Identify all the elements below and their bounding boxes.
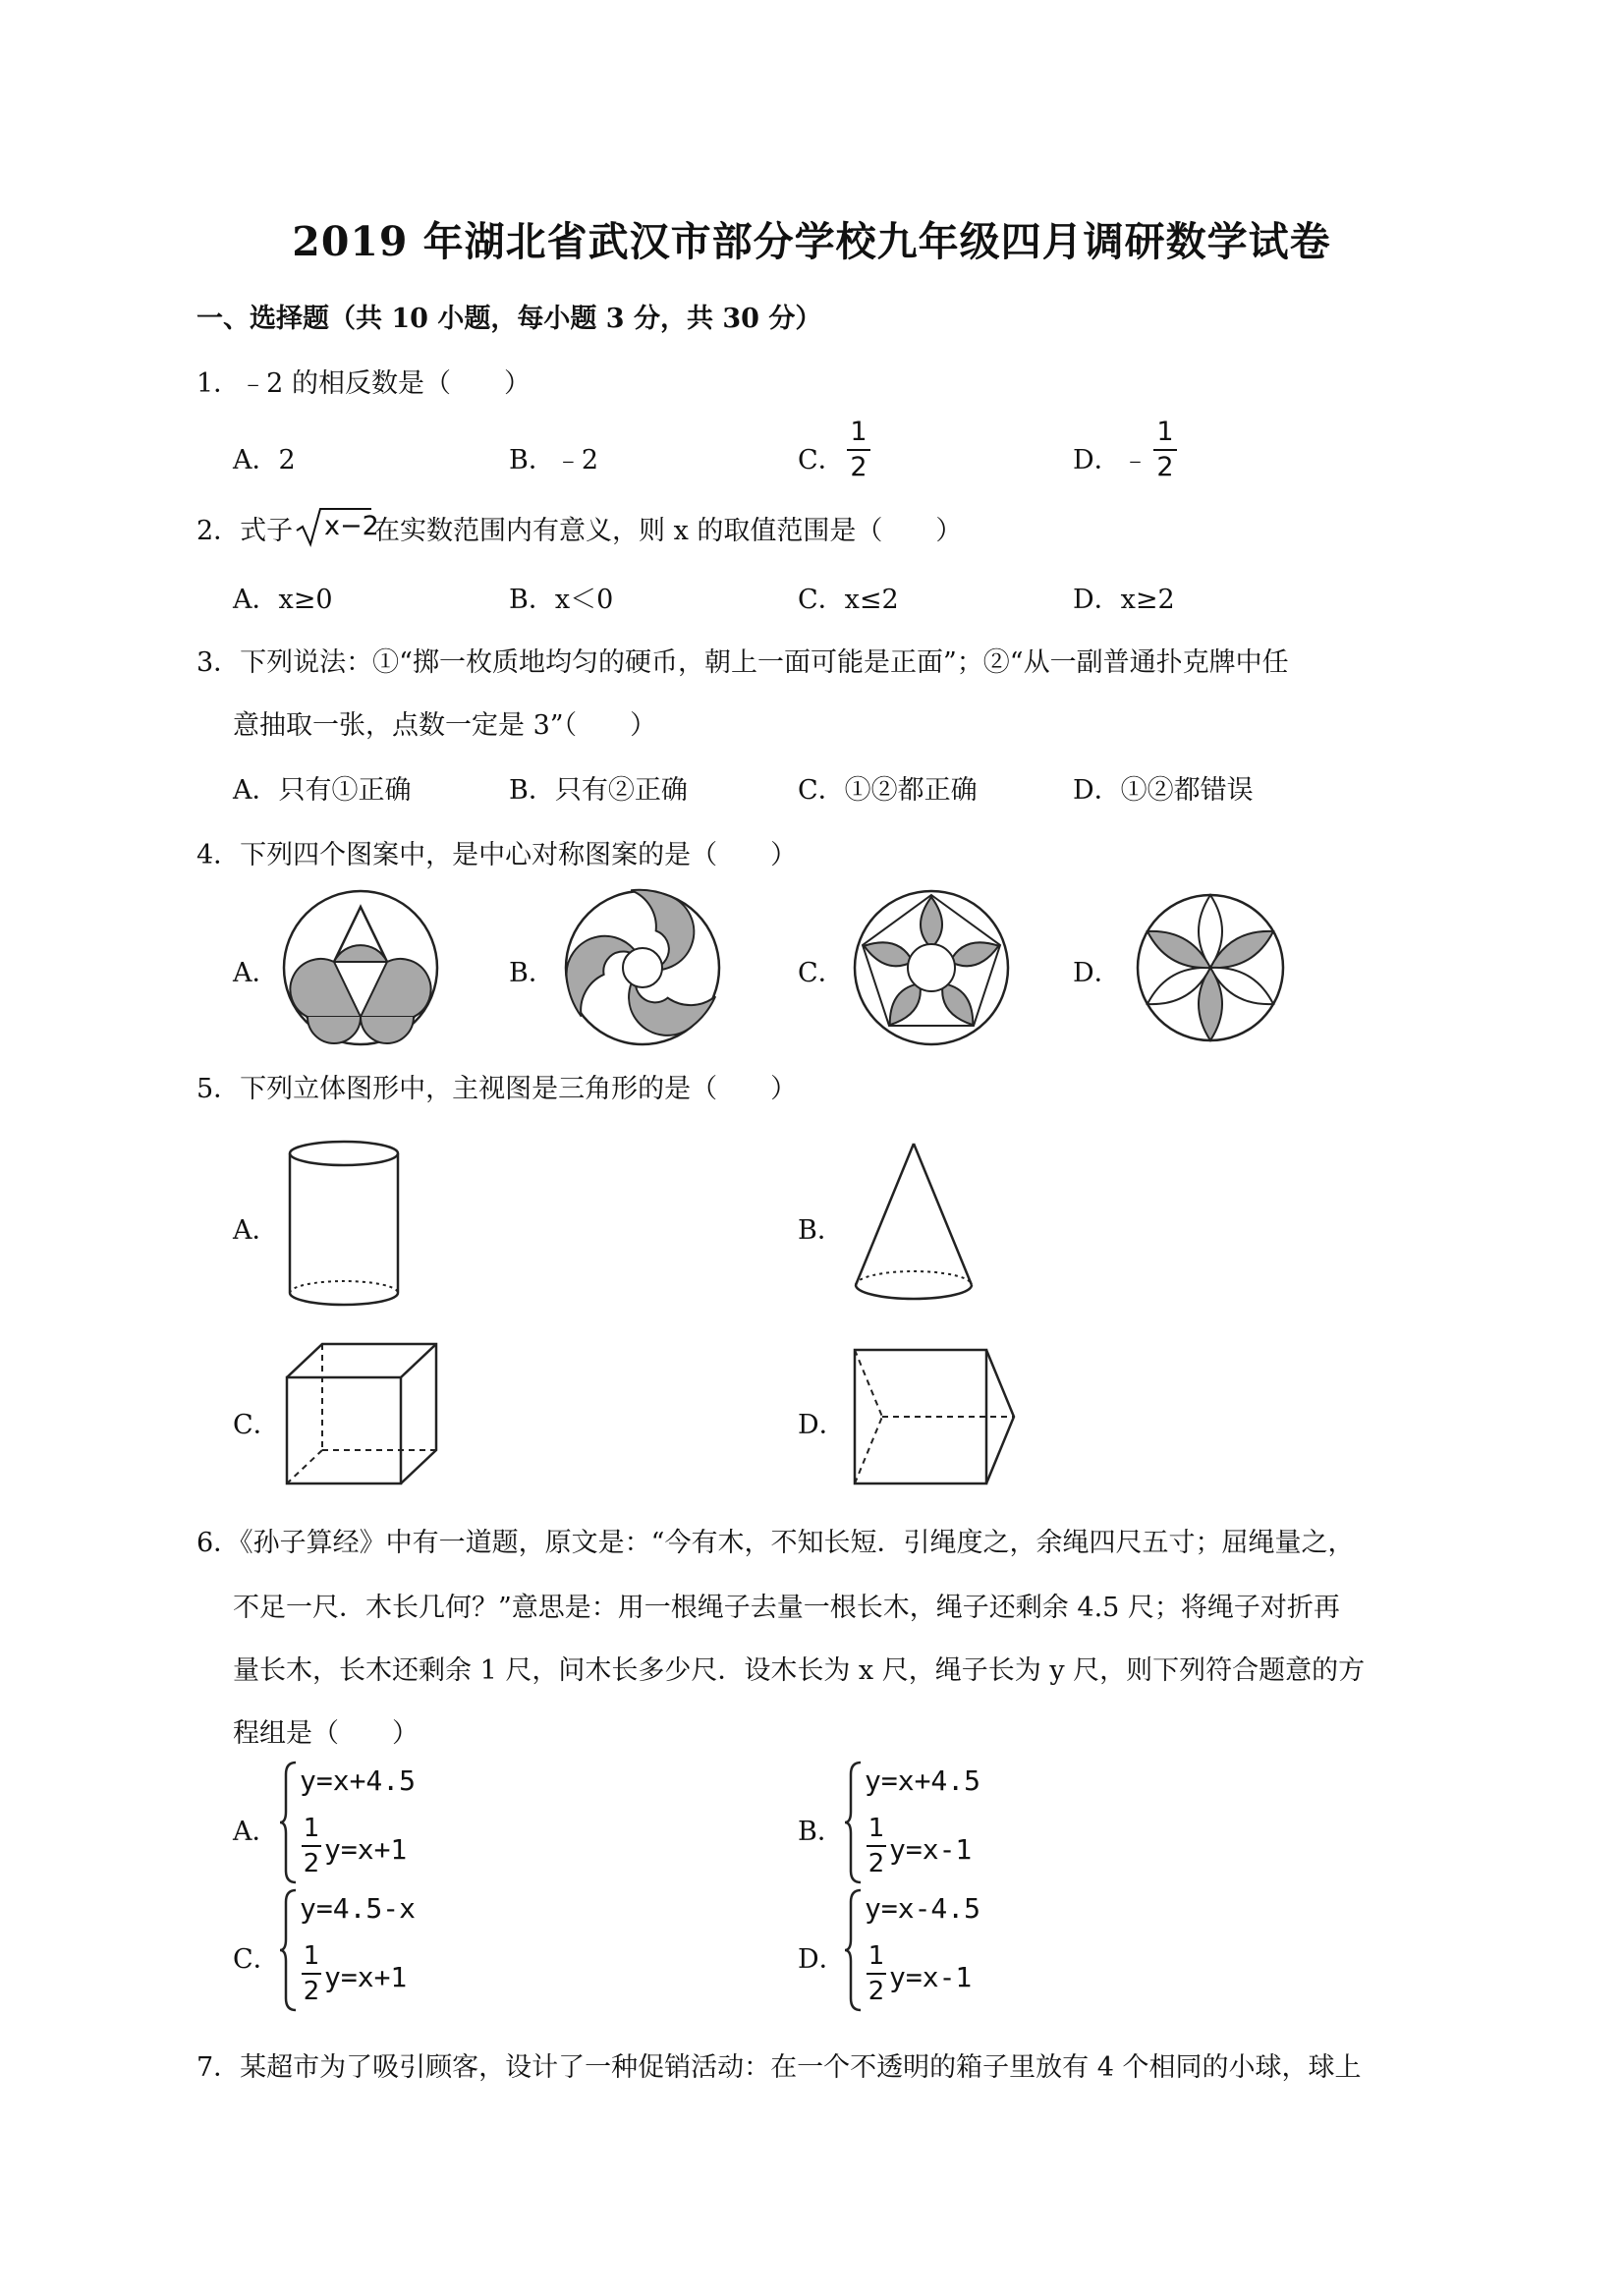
q1-option-a: A．2 bbox=[233, 445, 296, 476]
q6-c-equation-1: y=4.5-x bbox=[300, 1892, 417, 1925]
q6-b-fraction bbox=[867, 1814, 886, 1878]
q5-figure-cube bbox=[283, 1340, 442, 1487]
q6-d-equation-1: y=x-4.5 bbox=[865, 1892, 981, 1925]
q6-b-equation-1: y=x+4.5 bbox=[865, 1764, 981, 1797]
q6-c-fraction bbox=[302, 1941, 321, 2006]
question-6-line-4: 程组是（ ） bbox=[233, 1718, 419, 1749]
fraction-bar bbox=[847, 449, 870, 451]
q6-b-equation-2: y=x-1 bbox=[889, 1833, 973, 1866]
q1-option-c-fraction bbox=[847, 418, 870, 482]
question-3-line-1: 3．下列说法：①“掷一枚质地均匀的硬币，朝上一面可能是正面”；②“从一副普通扑克牌中任 bbox=[196, 647, 1289, 678]
q3-option-c: C．①②都正确 bbox=[798, 775, 978, 806]
fraction-denominator: 2 bbox=[303, 1849, 320, 1878]
q2-option-c: C．x≤2 bbox=[798, 585, 899, 615]
question-6-line-3: 量长木，长木还剩余 1 尺，问木长多少尺．设木长为 x 尺，绳子长为 y 尺，则下列符合题意的方 bbox=[233, 1655, 1366, 1686]
q5-figure-cylinder bbox=[283, 1138, 405, 1311]
page-title: 2019 年湖北省武汉市部分学校九年级四月调研数学试卷 bbox=[292, 218, 1331, 265]
fraction-bar bbox=[302, 1973, 321, 1975]
q6-a-equation-1: y=x+4.5 bbox=[300, 1764, 417, 1797]
q1-option-d-label: D． bbox=[1073, 445, 1121, 476]
question-4-stem: 4．下列四个图案中，是中心对称图案的是（ ） bbox=[196, 840, 798, 870]
question-2-stem-prefix: 2．式子 bbox=[196, 516, 294, 546]
q2-option-a: A．x≥0 bbox=[233, 585, 333, 615]
question-5-stem: 5．下列立体图形中，主视图是三角形的是（ ） bbox=[196, 1074, 798, 1104]
brace-icon bbox=[278, 1761, 298, 1884]
q5-option-c-label: C． bbox=[233, 1410, 280, 1440]
q5-figure-prism bbox=[851, 1346, 1018, 1487]
q6-a-equation-2: y=x+1 bbox=[324, 1833, 408, 1866]
q6-d-equation-2: y=x-1 bbox=[889, 1961, 973, 1993]
section-heading: 一、选择题（共 10 小题，每小题 3 分，共 30 分） bbox=[196, 304, 822, 334]
question-3-line-2: 意抽取一张，点数一定是 3”（ ） bbox=[233, 710, 657, 741]
fraction-numerator: 1 bbox=[867, 1814, 885, 1843]
fraction-numerator: 1 bbox=[1156, 417, 1174, 447]
q4-option-a-label: A． bbox=[233, 958, 279, 988]
fraction-denominator: 2 bbox=[867, 1849, 885, 1878]
q5-option-b-label: B． bbox=[798, 1215, 844, 1246]
brace-icon bbox=[843, 1888, 863, 2012]
question-6-line-1: 6．《孙子算经》中有一道题，原文是：“今有木，不知长短．引绳度之，余绳四尺五寸；屈绳量之， bbox=[196, 1528, 1355, 1558]
q4-option-d-label: D． bbox=[1073, 958, 1121, 988]
q4-option-b-label: B． bbox=[509, 958, 555, 988]
q6-option-d-label: D． bbox=[798, 1944, 846, 1975]
fraction-numerator: 1 bbox=[850, 417, 867, 447]
q5-figure-cone bbox=[850, 1138, 978, 1311]
q3-option-d: D．①②都错误 bbox=[1073, 775, 1254, 806]
q2-option-d: D．x≥2 bbox=[1073, 585, 1175, 615]
q1-option-d-fraction bbox=[1153, 418, 1177, 482]
q3-option-b: B．只有②正确 bbox=[509, 775, 688, 806]
q5-option-d-label: D． bbox=[798, 1410, 846, 1440]
fraction-bar bbox=[1153, 449, 1177, 451]
q2-radicand: x−2 bbox=[324, 511, 379, 541]
fraction-denominator: 2 bbox=[867, 1977, 885, 2006]
q6-option-a-label: A． bbox=[233, 1817, 279, 1847]
question-7-line-1: 7．某超市为了吸引顾客，设计了一种促销活动：在一个不透明的箱子里放有 4 个相同的小球，球上 bbox=[196, 2052, 1362, 2083]
fraction-denominator: 2 bbox=[303, 1977, 320, 2006]
q6-c-equation-2: y=x+1 bbox=[324, 1961, 408, 1993]
q4-figure-d bbox=[1130, 887, 1291, 1048]
q6-d-fraction bbox=[867, 1941, 886, 2006]
q1-option-b: B．﹣2 bbox=[509, 445, 599, 476]
fraction-numerator: 1 bbox=[303, 1941, 320, 1971]
q4-figure-c bbox=[851, 887, 1012, 1048]
q6-option-b-label: B． bbox=[798, 1817, 844, 1847]
fraction-bar bbox=[302, 1845, 321, 1847]
brace-icon bbox=[278, 1888, 298, 2012]
q4-option-c-label: C． bbox=[798, 958, 845, 988]
brace-icon bbox=[843, 1761, 863, 1884]
q6-option-c-label: C． bbox=[233, 1944, 280, 1975]
q1-option-c-label: C． bbox=[798, 445, 845, 476]
q1-option-d-sign: ﹣ bbox=[1122, 445, 1148, 476]
question-1-stem: 1．﹣2 的相反数是（ ） bbox=[196, 368, 531, 399]
fraction-numerator: 1 bbox=[303, 1814, 320, 1843]
q4-figure-b bbox=[562, 887, 723, 1048]
fraction-denominator: 2 bbox=[850, 452, 867, 482]
q6-a-fraction bbox=[302, 1814, 321, 1878]
q5-option-a-label: A． bbox=[233, 1215, 279, 1246]
fraction-numerator: 1 bbox=[867, 1941, 885, 1971]
q4-figure-a bbox=[280, 887, 441, 1048]
question-2-stem-suffix: 在实数范围内有意义，则 x 的取值范围是（ ） bbox=[373, 516, 963, 546]
question-6-line-2: 不足一尺．木长几何？”意思是：用一根绳子去量一根长木，绳子还剩余 4.5 尺；将绳子对折再 bbox=[233, 1593, 1340, 1623]
q3-option-a: A．只有①正确 bbox=[233, 775, 412, 806]
fraction-denominator: 2 bbox=[1156, 452, 1174, 482]
q2-option-b: B．x＜0 bbox=[509, 585, 614, 615]
fraction-bar bbox=[867, 1973, 886, 1975]
fraction-bar bbox=[867, 1845, 886, 1847]
